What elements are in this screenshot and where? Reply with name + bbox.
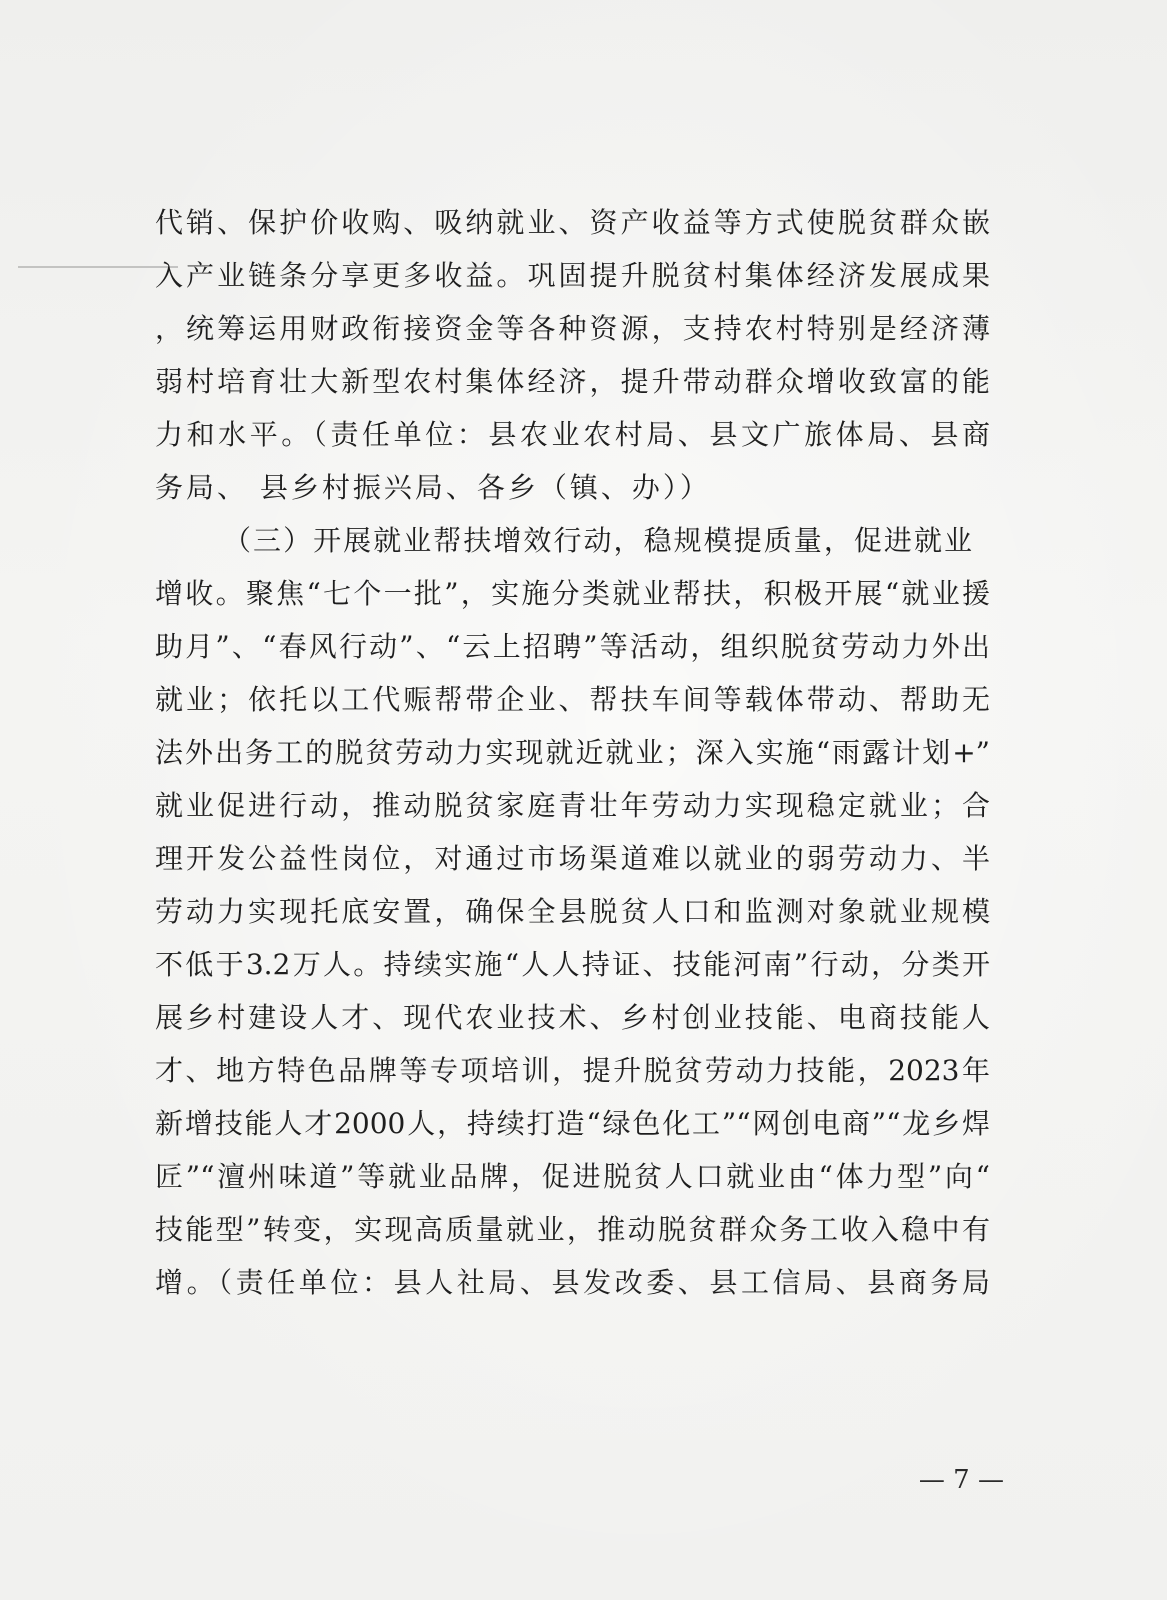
text-line: 就业促进行动，推动脱贫家庭青壮年劳动力实现稳定就业；合 xyxy=(155,789,990,822)
text-line: 技能型”转变，实现高质量就业，推动脱贫群众务工收入稳中有 xyxy=(155,1213,990,1246)
text-line: 弱村培育壮大新型农村集体经济，提升带动群众增收致富的能 xyxy=(155,365,990,398)
text-line: 匠”“澶州味道”等就业品牌，促进脱贫人口就业由“体力型”向“ xyxy=(155,1160,990,1193)
text-line: 劳动力实现托底安置，确保全县脱贫人口和监测对象就业规模 xyxy=(155,895,990,928)
text-line: 才、地方特色品牌等专项培训，提升脱贫劳动力技能，2023年 xyxy=(155,1054,990,1087)
text-line: 代销、保护价收购、吸纳就业、资产收益等方式使脱贫群众嵌 xyxy=(155,206,990,239)
text-line: 展乡村建设人才、现代农业技术、乡村创业技能、电商技能人 xyxy=(155,1001,990,1034)
page-number: — 7 — xyxy=(918,1465,1004,1495)
text-line: 增收。聚焦“七个一批”，实施分类就业帮扶，积极开展“就业援 xyxy=(155,577,990,610)
text-line: 增。（责任单位：县人社局、县发改委、县工信局、县商务局 xyxy=(155,1266,990,1299)
section-heading-line: （三）开展就业帮扶增效行动，稳规模提质量，促进就业 xyxy=(223,524,972,557)
text-line: 法外出务工的脱贫劳动力实现就近就业；深入实施“雨露计划+” xyxy=(155,736,990,769)
text-line: 理开发公益性岗位，对通过市场渠道难以就业的弱劳动力、半 xyxy=(155,842,990,875)
body-text xyxy=(155,196,990,1309)
text-line: 助月”、“春风行动”、“云上招聘”等活动，组织脱贫劳动力外出 xyxy=(155,630,990,663)
paragraph-1 xyxy=(155,196,990,514)
scan-line-artifact xyxy=(18,266,178,268)
text-line: 力和水平。（责任单位：县农业农村局、县文广旅体局、县商 xyxy=(155,418,990,451)
text-line: 新增技能人才2000人，持续打造“绿色化工”“网创电商”“龙乡焊 xyxy=(155,1107,990,1140)
text-line: 不低于3.2万人。持续实施“人人持证、技能河南”行动，分类开 xyxy=(155,948,990,981)
text-line: ，统筹运用财政衔接资金等各种资源，支持农村特别是经济薄 xyxy=(155,312,990,345)
paragraph-2 xyxy=(155,514,990,1309)
text-line: 入产业链条分享更多收益。巩固提升脱贫村集体经济发展成果 xyxy=(155,259,990,292)
text-line: 就业；依托以工代赈帮带企业、帮扶车间等载体带动、帮助无 xyxy=(155,683,990,716)
text-line: 务局、 县乡村振兴局、各乡（镇、办）） xyxy=(155,471,711,504)
